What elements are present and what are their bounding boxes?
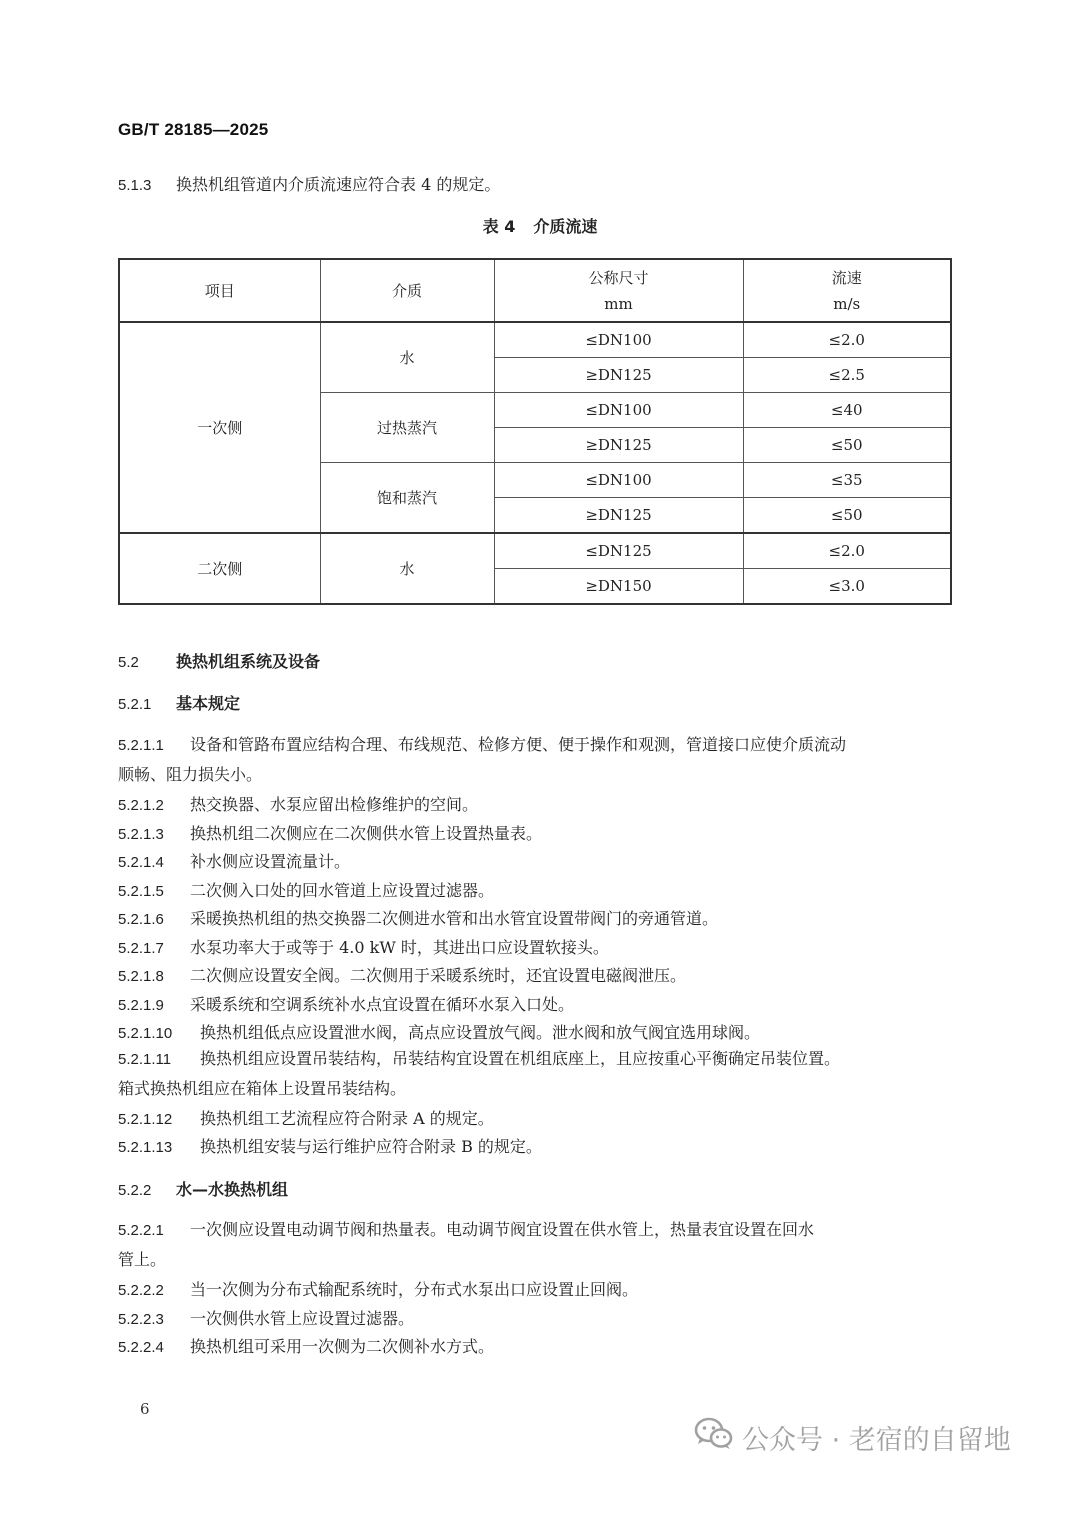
watermark-text: 公众号 · 老宿的自留地 — [742, 1424, 1011, 1456]
clause-5-2-2-1 — [118, 1215, 954, 1274]
section-number: 5.2.1 — [118, 696, 152, 713]
table-caption-number: 表 4 — [482, 217, 516, 236]
cell-size: ≥DN150 — [494, 569, 743, 605]
clause-5-2-2-4: 5.2.2.4 换热机组可采用一次侧为二次侧补水方式。 — [118, 1337, 495, 1356]
clause-text-continued: 箱式换热机组应在箱体上设置吊装结构。 — [118, 1079, 407, 1098]
clause-number: 5.1.3 — [118, 177, 152, 194]
clause-5-2-1-1 — [118, 730, 954, 789]
clause-5-2-1-5: 5.2.1.5 二次侧入口处的回水管道上应设置过滤器。 — [118, 881, 495, 900]
clause-text: 一次侧应设置电动调节阀和热量表。电动调节阀宜设置在供水管上，热量表宜设置在回水 — [190, 1220, 815, 1239]
cell-medium-water: 水 — [320, 322, 494, 393]
clause-number: 5.2.1.1 — [118, 737, 164, 754]
cell-medium-saturated-steam: 饱和蒸汽 — [320, 463, 494, 534]
header-nominal-size: 公称尺寸 mm — [494, 259, 743, 322]
cell-secondary-side: 二次侧 — [119, 533, 320, 604]
watermark — [694, 1420, 1011, 1454]
cell-speed: ≤2.0 — [743, 533, 951, 569]
standard-code: GB/T 28185—2025 — [118, 120, 269, 139]
cell-medium-water-2: 水 — [320, 533, 494, 604]
cell-size: ≥DN125 — [494, 428, 743, 463]
clause-5-2-1-7: 5.2.1.7 水泵功率大于或等于 4.0 kW 时，其进出口应设置软接头。 — [118, 938, 609, 957]
clause-5-2-2-2: 5.2.2.2 当一次侧为分布式输配系统时，分布式水泵出口应设置止回阀。 — [118, 1280, 639, 1299]
cell-size: ≥DN125 — [494, 358, 743, 393]
section-5-2-2-heading — [118, 1177, 288, 1200]
clause-text-continued: 顺畅、阻力损失小。 — [118, 765, 263, 784]
table-row — [119, 322, 951, 358]
section-number: 5.2 — [118, 654, 139, 671]
header-item: 项目 — [119, 259, 320, 322]
clause-5-2-1-3: 5.2.1.3 换热机组二次侧应在二次侧供水管上设置热量表。 — [118, 824, 543, 843]
section-number: 5.2.2 — [118, 1182, 152, 1199]
clause-5-2-1-9: 5.2.1.9 采暖系统和空调系统补水点宜设置在循环水泵入口处。 — [118, 995, 575, 1014]
cell-speed: ≤35 — [743, 463, 951, 498]
cell-size: ≤DN100 — [494, 322, 743, 358]
table-caption — [0, 214, 1080, 237]
cell-speed: ≤50 — [743, 498, 951, 534]
table-caption-title: 介质流速 — [533, 217, 598, 236]
flow-velocity-table — [118, 258, 952, 605]
clause-5-2-1-2: 5.2.1.2 热交换器、水泵应留出检修维护的空间。 — [118, 795, 479, 814]
section-title: 换热机组系统及设备 — [176, 652, 321, 671]
section-5-2-heading — [118, 649, 320, 672]
cell-speed: ≤40 — [743, 393, 951, 428]
section-5-2-1-heading — [118, 691, 240, 714]
cell-size: ≤DN100 — [494, 393, 743, 428]
cell-size: ≥DN125 — [494, 498, 743, 534]
header-medium: 介质 — [320, 259, 494, 322]
clause-5-2-2-3: 5.2.2.3 一次侧供水管上应设置过滤器。 — [118, 1309, 415, 1328]
clause-text-continued: 管上。 — [118, 1250, 167, 1269]
cell-speed: ≤2.0 — [743, 322, 951, 358]
section-title: 水—水换热机组 — [176, 1180, 289, 1199]
header-flow-speed: 流速 m/s — [743, 259, 951, 322]
cell-medium-superheated-steam: 过热蒸汽 — [320, 393, 494, 463]
table-header-row — [119, 259, 951, 322]
clause-number: 5.2.1.11 — [118, 1051, 172, 1068]
page-number: 6 — [140, 1400, 150, 1418]
cell-size: ≤DN100 — [494, 463, 743, 498]
clause-5-2-1-6: 5.2.1.6 采暖换热机组的热交换器二次侧进水管和出水管宜设置带阀门的旁通管道。 — [118, 909, 719, 928]
cell-speed: ≤50 — [743, 428, 951, 463]
wechat-icon — [694, 1417, 734, 1458]
cell-size: ≤DN125 — [494, 533, 743, 569]
clause-text: 换热机组应设置吊装结构，吊装结构宜设置在机组底座上，且应按重心平衡确定吊装位置。 — [200, 1049, 841, 1068]
clause-text: 设备和管路布置应结构合理、布线规范、检修方便、便于操作和观测，管道接口应使介质流动 — [190, 735, 847, 754]
table-row — [119, 533, 951, 569]
clause-5-2-1-12: 5.2.1.12 换热机组工艺流程应符合附录 A 的规定。 — [118, 1109, 494, 1128]
clause-number: 5.2.2.1 — [118, 1222, 164, 1239]
clause-text: 换热机组管道内介质流速应符合表 4 的规定。 — [176, 175, 501, 194]
cell-speed: ≤3.0 — [743, 569, 951, 605]
cell-speed: ≤2.5 — [743, 358, 951, 393]
clause-5-1-3 — [118, 172, 500, 195]
clause-5-2-1-4: 5.2.1.4 补水侧应设置流量计。 — [118, 852, 351, 871]
clause-5-2-1-8: 5.2.1.8 二次侧应设置安全阀。二次侧用于采暖系统时，还宜设置电磁阀泄压。 — [118, 966, 687, 985]
clause-5-2-1-11 — [118, 1044, 954, 1103]
cell-primary-side: 一次侧 — [119, 322, 320, 533]
clause-5-2-1-13: 5.2.1.13 换热机组安装与运行维护应符合附录 B 的规定。 — [118, 1137, 542, 1156]
section-title: 基本规定 — [176, 694, 241, 713]
clause-5-2-1-10: 5.2.1.10 换热机组低点应设置泄水阀，高点应设置放气阀。泄水阀和放气阀宜选用球阀。 — [118, 1023, 761, 1042]
